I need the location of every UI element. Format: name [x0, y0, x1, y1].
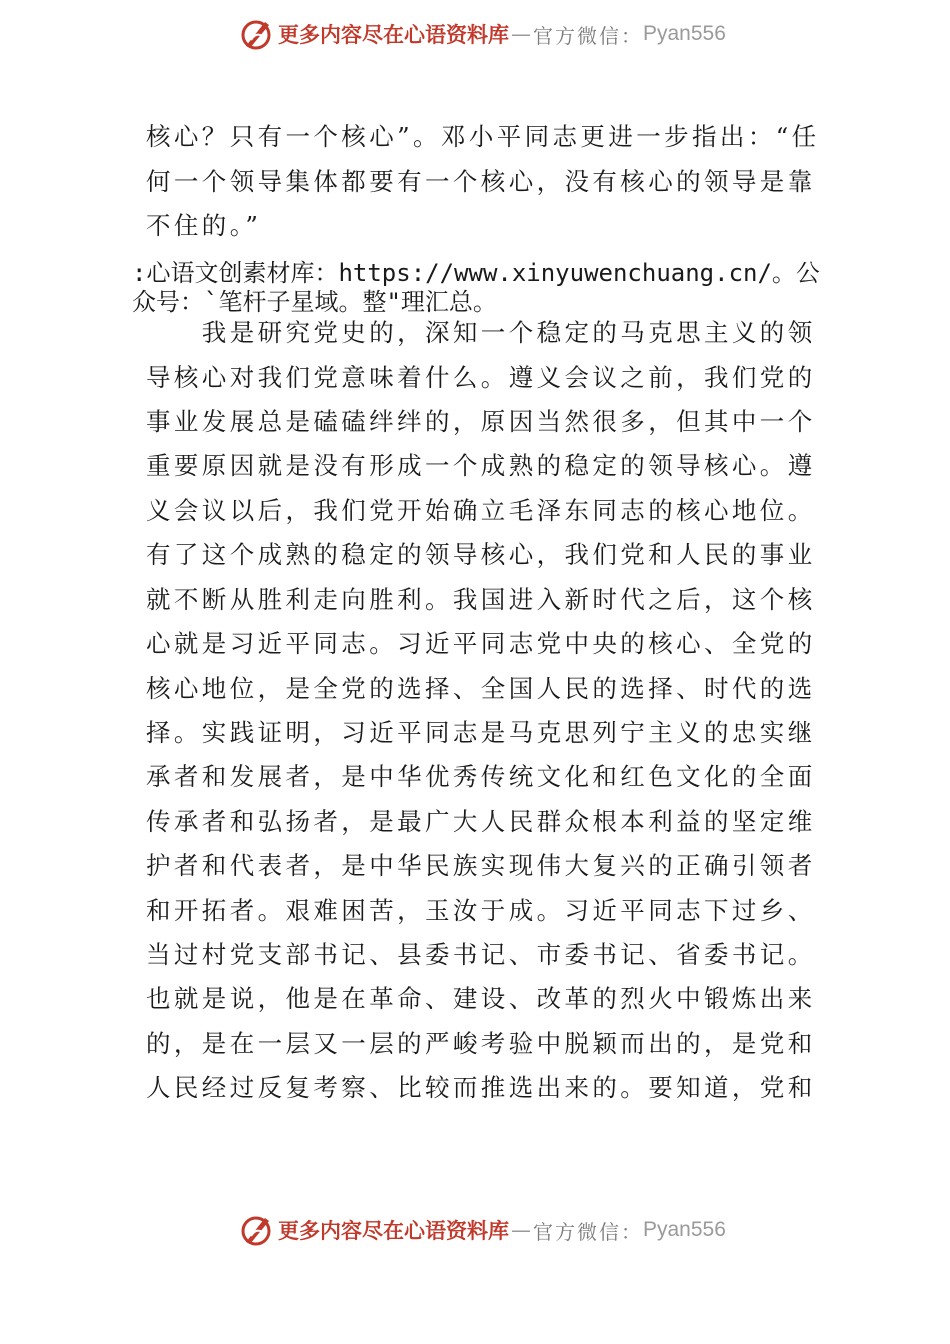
paragraph-line: 承者和发展者，是中华优秀传统文化和红色文化的全面	[146, 762, 816, 791]
banner-wechat-id: Pyan556	[643, 22, 726, 45]
footer-banner	[238, 1210, 726, 1250]
pen-circle-logo-icon	[238, 1212, 274, 1248]
paragraph-line: 和开拓者。艰难困苦，玉汝于成。习近平同志下过乡、	[146, 896, 816, 925]
banner-title: 更多内容尽在心语资料库	[278, 1218, 509, 1243]
banner-wechat-id: Pyan556	[643, 1218, 726, 1241]
source-note-line: :心语文创素材库：https://www.xinyuwenchuang.cn/。公	[132, 259, 820, 287]
banner-separator: —	[511, 1218, 531, 1242]
text-line: 不住的。”	[146, 211, 262, 240]
text-line: 何一个领导集体都要有一个核心，没有核心的领导是靠	[146, 167, 816, 196]
pen-circle-logo-icon	[238, 16, 274, 52]
paragraph-line: 核心地位，是全党的选择、全国人民的选择、时代的选	[146, 674, 816, 703]
header-banner	[238, 14, 726, 54]
paragraph-line: 导核心对我们党意味着什么。遵义会议之前，我们党的	[146, 363, 816, 392]
text-line: 核心？只有一个核心”。邓小平同志更进一步指出：“任	[146, 122, 820, 151]
paragraph-line: 有了这个成熟的稳定的领导核心，我们党和人民的事业	[146, 540, 816, 569]
paragraph-line: 事业发展总是磕磕绊绊的，原因当然很多，但其中一个	[146, 407, 816, 436]
banner-separator: —	[511, 22, 531, 46]
paragraph-line: 护者和代表者，是中华民族实现伟大复兴的正确引领者	[146, 851, 816, 880]
paragraph-line: 也就是说，他是在革命、建设、改革的烈火中锻炼出来	[146, 984, 816, 1013]
paragraph-line: 义会议以后，我们党开始确立毛泽东同志的核心地位。	[146, 496, 816, 525]
banner-wechat-label: 官方微信：	[533, 23, 643, 48]
paragraph-line: 择。实践证明，习近平同志是马克思列宁主义的忠实继	[146, 718, 816, 747]
paragraph-line: 人民经过反复考察、比较而推选出来的。要知道，党和	[146, 1073, 816, 1102]
paragraph-line: 我是研究党史的，深知一个稳定的马克思主义的领	[146, 318, 816, 347]
paragraph-line: 重要原因就是没有形成一个成熟的稳定的领导核心。遵	[146, 451, 816, 480]
paragraph-line: 的，是在一层又一层的严峻考验中脱颖而出的，是党和	[146, 1029, 816, 1058]
paragraph-line: 当过村党支部书记、县委书记、市委书记、省委书记。	[146, 940, 816, 969]
source-note-line: 众号：`笔杆子星域。整"理汇总。	[132, 288, 497, 316]
banner-wechat-label: 官方微信：	[533, 1219, 643, 1244]
paragraph-line: 传承者和弘扬者，是最广大人民群众根本利益的坚定维	[146, 807, 816, 836]
banner-title: 更多内容尽在心语资料库	[278, 22, 509, 47]
paragraph-line: 心就是习近平同志。习近平同志党中央的核心、全党的	[146, 629, 816, 658]
paragraph-line: 就不断从胜利走向胜利。我国进入新时代之后，这个核	[146, 585, 816, 614]
